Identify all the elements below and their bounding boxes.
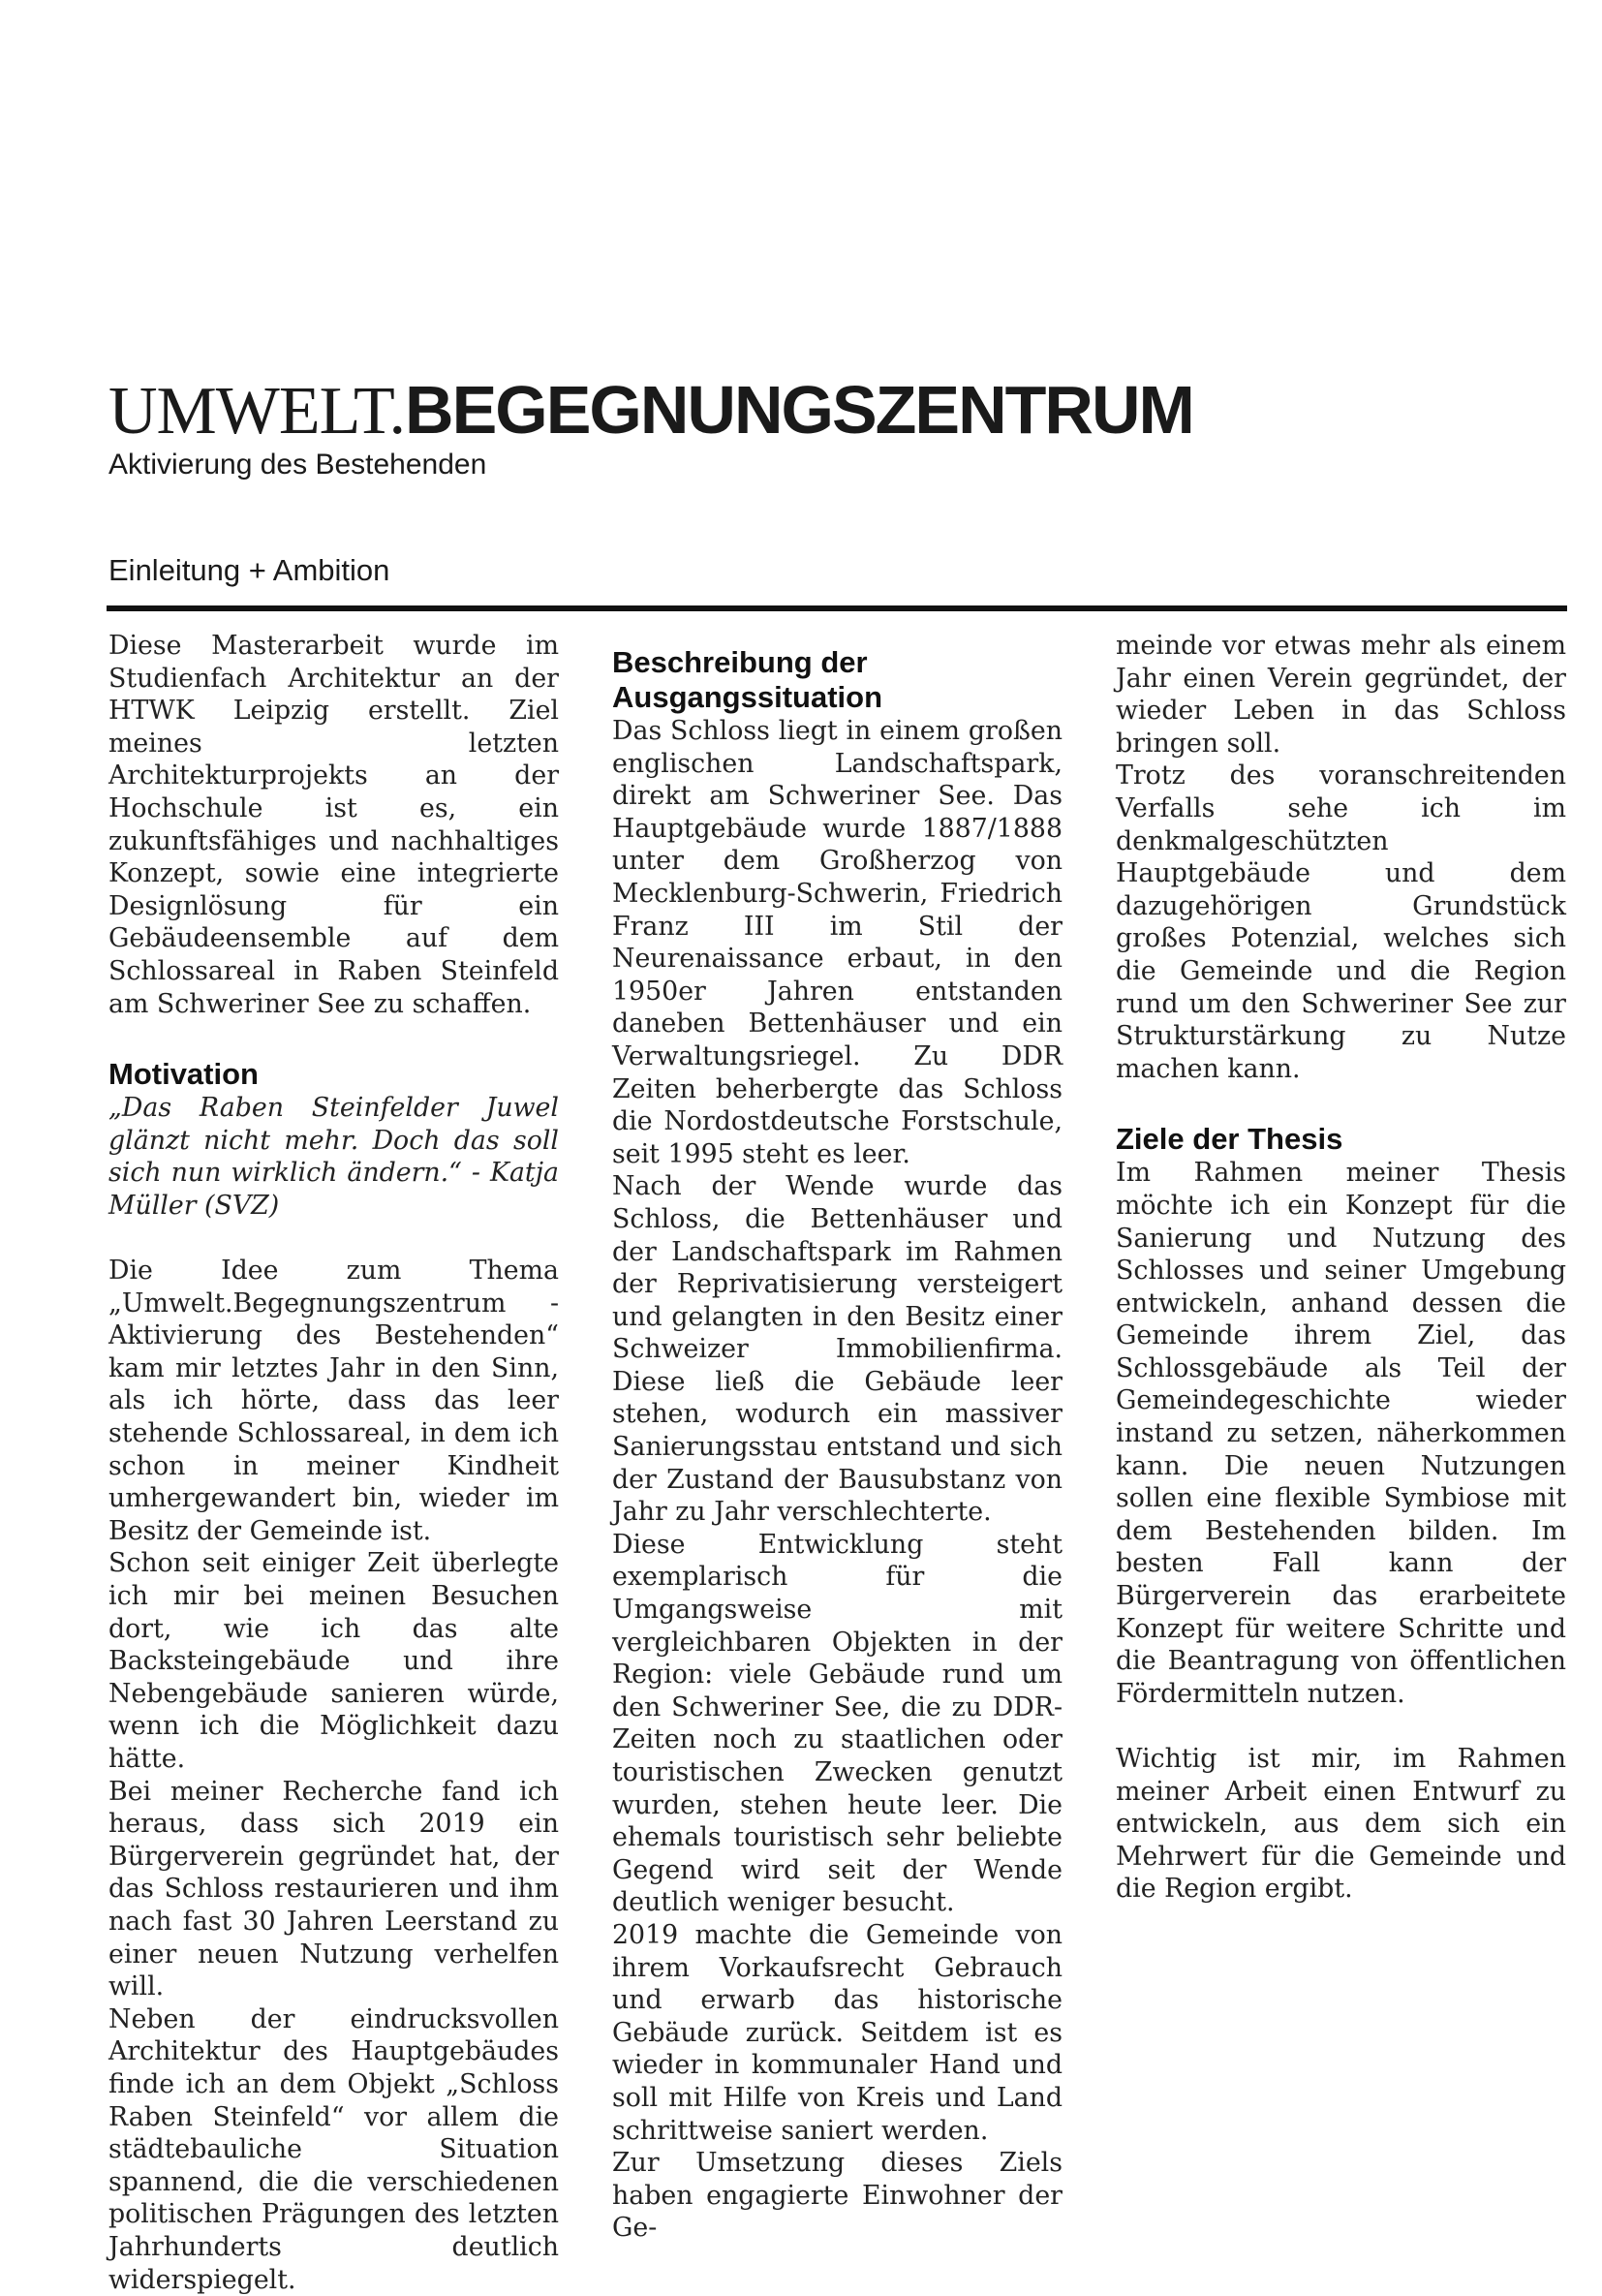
section-divider <box>107 605 1567 611</box>
paragraph: meinde vor etwas mehr als einem Jahr einen Verein gegründet, der wieder Leben in das Schloss bringen soll. <box>1116 631 1566 759</box>
intro-paragraph: Diese Masterarbeit wurde im Studienfach Architektur an der HTWK Leipzig erstellt. Ziel meines letzten Architekturprojekts an der Hochschule ist es, ein zukunftsfähiges und nachhaltiges Konzept, sowie eine integrierte Designlösung für ein Gebäudeensemble auf dem Schlossareal in Raben Steinfeld am Schweriner See zu schaffen. <box>108 631 559 1019</box>
paragraph: Neben der eindrucksvollen Architektur des Hauptgebäudes finde ich an dem Objekt „Schloss Raben Steinfeld“ vor allem die städtebauliche Situation spannend, die die verschiedenen politischen Prägungen des letzten Jahrhunderts deutlich widerspiegelt. <box>108 2003 559 2295</box>
paragraph: 2019 machte die Gemeinde von ihrem Vorkaufsrecht Gebrauch und erwarb das historische Gebäude zurück. Seitdem ist es wieder in kommunaler Hand und soll mit Hilfe von Kreis und Land schrittweise saniert werden. <box>612 1919 1063 2146</box>
text-column-1 <box>108 630 559 2296</box>
title-bold: BEGEGNUNGSZENTRUM <box>405 372 1193 448</box>
paragraph: Wichtig ist mir, im Rahmen meiner Arbeit einen Entwurf zu entwickeln, aus dem sich ein Mehrwert für die Gemeinde und die Region ergibt. <box>1116 1744 1566 1905</box>
paragraph: Diese Entwicklung steht exemplarisch für die Umgangsweise mit vergleichbaren Objekten in der Region: viele Gebäude rund um den Schweriner See, die zu DDR-Zeiten noch zu staatlichen oder touristischen Zwecken genutzt wurden, stehen heute leer. Die ehemals touristisch sehr beliebte Gegend wird seit der Wende deutlich weniger besucht. <box>612 1529 1063 1918</box>
paragraph: Die Idee zum Thema „Umwelt.Begegnungszentrum - Aktivierung des Bestehenden“ kam mir letztes Jahr in den Sinn, als ich hörte, dass das leer stehende Schlossareal, in dem ich schon in meiner Kindheit umhergewandert bin, wieder im Besitz der Gemeinde ist. <box>108 1256 559 1546</box>
motivation-quote: „Das Raben Steinfelder Juwel glänzt nicht mehr. Doch das soll sich nun wirklich ändern.“ - Katja Müller (SVZ) <box>108 1093 559 1221</box>
paragraph: Das Schloss liegt in einem großen englischen Landschaftspark, direkt am Schweriner See. Das Hauptgebäude wurde 1887/1888 unter dem Großherzog von Mecklenburg-Schwerin, Friedrich Franz III im Stil der Neurenaissance erbaut, in den 1950er Jahren entstanden daneben Bettenhäuser und ein Verwaltungsriegel. Zu DDR Zeiten beherbergte das Schloss die Nordostdeutsche Forstschule, seit 1995 steht es leer. <box>612 716 1063 1169</box>
motivation-heading: Motivation <box>108 1057 259 1092</box>
title-light: UMWELT. <box>108 374 406 449</box>
paragraph: Trotz des voranschreitenden Verfalls sehe ich im denkmalgeschützten Hauptgebäude und dem dazugehörigen Grundstück großes Potenzial, welches sich die Gemeinde und die Region rund um den Schweriner See zur Strukturstärkung zu Nutze machen kann. <box>1116 760 1566 1084</box>
thesis-goals-heading: Ziele der Thesis <box>1116 1122 1343 1157</box>
paragraph: Bei meiner Recherche fand ich heraus, dass sich 2019 ein Bürgerverein gegründet hat, der das Schloss restaurieren und ihm nach fast 30 Jahren Leerstand zu einer neuen Nutzung verhelfen will. <box>108 1776 559 2002</box>
section-label: Einleitung + Ambition <box>108 553 390 587</box>
situation-heading: Beschreibung der Ausgangssituation <box>612 645 883 714</box>
page-title <box>108 372 1193 449</box>
page-subtitle: Aktivierung des Bestehenden <box>108 449 487 481</box>
paragraph: Nach der Wende wurde das Schloss, die Bettenhäuser und der Landschaftspark im Rahmen der Reprivatisierung versteigert und gelangten in den Besitz einer Schweizer Immobilienfirma. Diese ließ die Gebäude leer stehen, wodurch ein massiver Sanierungsstau entstand und sich der Zustand der Bausubstanz von Jahr zu Jahr verschlechterte. <box>612 1171 1063 1528</box>
text-column-2 <box>612 630 1063 2245</box>
paragraph: Im Rahmen meiner Thesis möchte ich ein Konzept für die Sanierung und Nutzung des Schlosses und seiner Umgebung entwickeln, anhand dessen die Gemeinde ihrem Ziel, das Schlossgebäude als Teil der Gemeindegeschichte wieder instand zu setzen, näherkommen kann. Die neuen Nutzungen sollen eine flexible Symbiose mit dem Bestehenden bilden. Im besten Fall kann der Bürgerverein das erarbeitete Konzept für weitere Schritte und die Beantragung von öffentlichen Fördermitteln nutzen. <box>1116 1158 1566 1709</box>
paragraph: Zur Umsetzung dieses Ziels haben engagierte Einwohner der Ge- <box>612 2148 1063 2244</box>
text-column-3 <box>1116 630 1566 1906</box>
paragraph: Schon seit einiger Zeit überlegte ich mir bei meinen Besuchen dort, wie ich das alte Backsteingebäude und ihre Nebengebäude sanieren würde, wenn ich die Möglichkeit dazu hätte. <box>108 1548 559 1774</box>
